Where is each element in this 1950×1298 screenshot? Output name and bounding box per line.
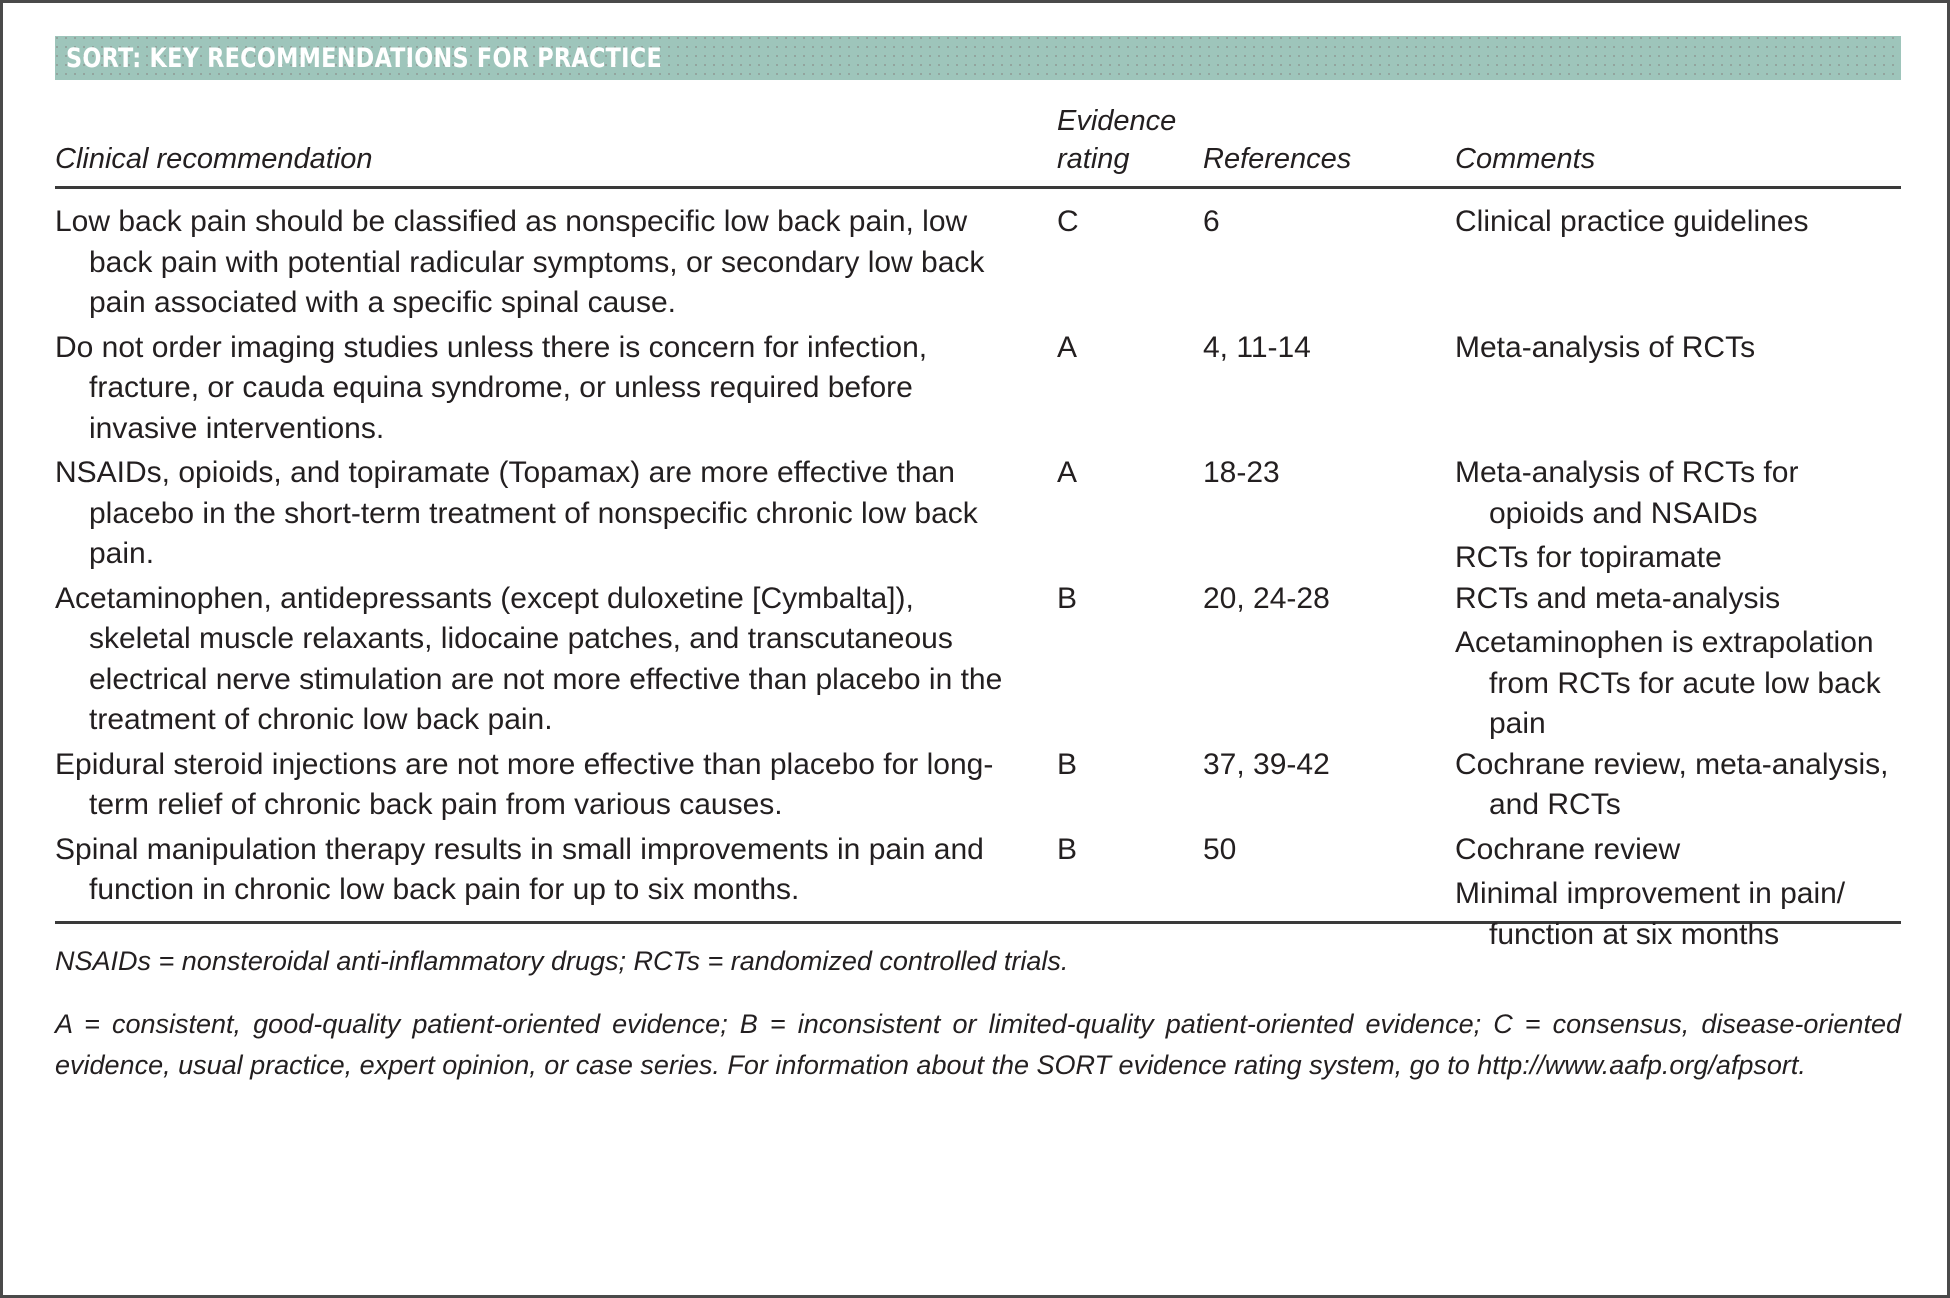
table-row — [55, 453, 1901, 575]
references-value: 18-23 — [1203, 456, 1280, 489]
table-row — [55, 328, 1901, 450]
comment-text: RCTs for topiramate — [1455, 541, 1722, 574]
column-header-comments: Comments — [1455, 143, 1596, 175]
banner-title: SORT: KEY RECOMMENDATIONS FOR PRACTICE — [66, 42, 662, 74]
evidence-rating-value: A — [1057, 330, 1078, 364]
table-body — [55, 189, 1901, 951]
evidence-rating-value: B — [1057, 581, 1078, 615]
evidence-rating-value: B — [1057, 747, 1078, 781]
table-row — [55, 745, 1901, 826]
references-value: 37, 39-42 — [1203, 747, 1330, 781]
comment-text: Meta-analysis of RCTs for opioids and NSAIDs — [1455, 456, 1799, 530]
evidence-rating-value: A — [1057, 456, 1078, 489]
table-row — [55, 202, 1901, 324]
references-value: 6 — [1203, 205, 1220, 238]
column-header-references: References — [1203, 143, 1352, 175]
recommendation-text: Acetaminophen, antidepressants (except duloxetine [Cymbalta]), skeletal muscle relaxants, lidocaine patches, and transcutaneous electrical nerve stimulation are not more effective than placebo in the treatment of chronic low back pain. — [55, 581, 1003, 736]
references-value: 20, 24-28 — [1203, 581, 1330, 615]
table-row — [55, 830, 1901, 951]
recommendation-text: Do not order imaging studies unless there is concern for infection, fracture, or cauda equina syndrome, or unless required before invasive interventions. — [55, 330, 928, 445]
evidence-rating-value: C — [1057, 205, 1079, 238]
recommendation-text: NSAIDs, opioids, and topiramate (Topamax) are more effective than placebo in the short-term treatment of nonspecific chronic low back pain. — [55, 456, 978, 570]
recommendation-text: Epidural steroid injections are not more effective than placebo for long-term relief of chronic back pain from various causes. — [55, 747, 994, 821]
recommendation-text: Low back pain should be classified as nonspecific low back pain, low back pain with potential radicular symptoms, or secondary low back pain associated with a specific spinal cause. — [55, 205, 985, 319]
footnotes — [55, 941, 1901, 1086]
column-header-evidence-line2: rating — [1057, 143, 1130, 175]
references-value: 4, 11-14 — [1203, 330, 1311, 364]
comment-text: Meta-analysis of RCTs — [1455, 330, 1756, 364]
footnote-abbreviations: NSAIDs = nonsteroidal anti-inflammatory drugs; RCTs = randomized controlled trials. — [55, 945, 1069, 976]
column-header-evidence-line1: Evidence — [1057, 105, 1177, 137]
comment-text: Cochrane review, meta-analysis, and RCTs — [1455, 747, 1889, 821]
footnote-evidence-legend: A = consistent, good-quality patient-oriented evidence; B = inconsistent or limited-quality patient-oriented evidence; C = consensus, disease-oriented evidence, usual practice, expert opinion, or case series. For information about the SORT evidence rating system, go to http://www.aafp.org/afpsort. — [55, 1008, 1901, 1080]
comment-text: Acetaminophen is extrapolation from RCTs for acute low back pain — [1455, 626, 1881, 740]
recommendations-table — [55, 102, 1901, 951]
comment-text: Cochrane review — [1455, 832, 1681, 866]
comment-text: RCTs and meta-analysis — [1455, 581, 1781, 615]
comment-text: Clinical practice guidelines — [1455, 205, 1809, 238]
column-header-recommendation: Clinical recommendation — [55, 143, 373, 175]
table-row — [55, 579, 1901, 741]
evidence-rating-value: B — [1057, 832, 1078, 866]
references-value: 50 — [1203, 832, 1237, 866]
column-header-evidence-rating — [1057, 102, 1177, 178]
table-header-row — [55, 102, 1901, 182]
figure-content — [55, 36, 1901, 1086]
recommendation-text: Spinal manipulation therapy results in small improvements in pain and function in chronic low back pain for up to six months. — [55, 832, 984, 906]
banner — [55, 36, 1901, 80]
comment-text: Minimal improvement in pain/ function at six months — [1455, 877, 1846, 951]
